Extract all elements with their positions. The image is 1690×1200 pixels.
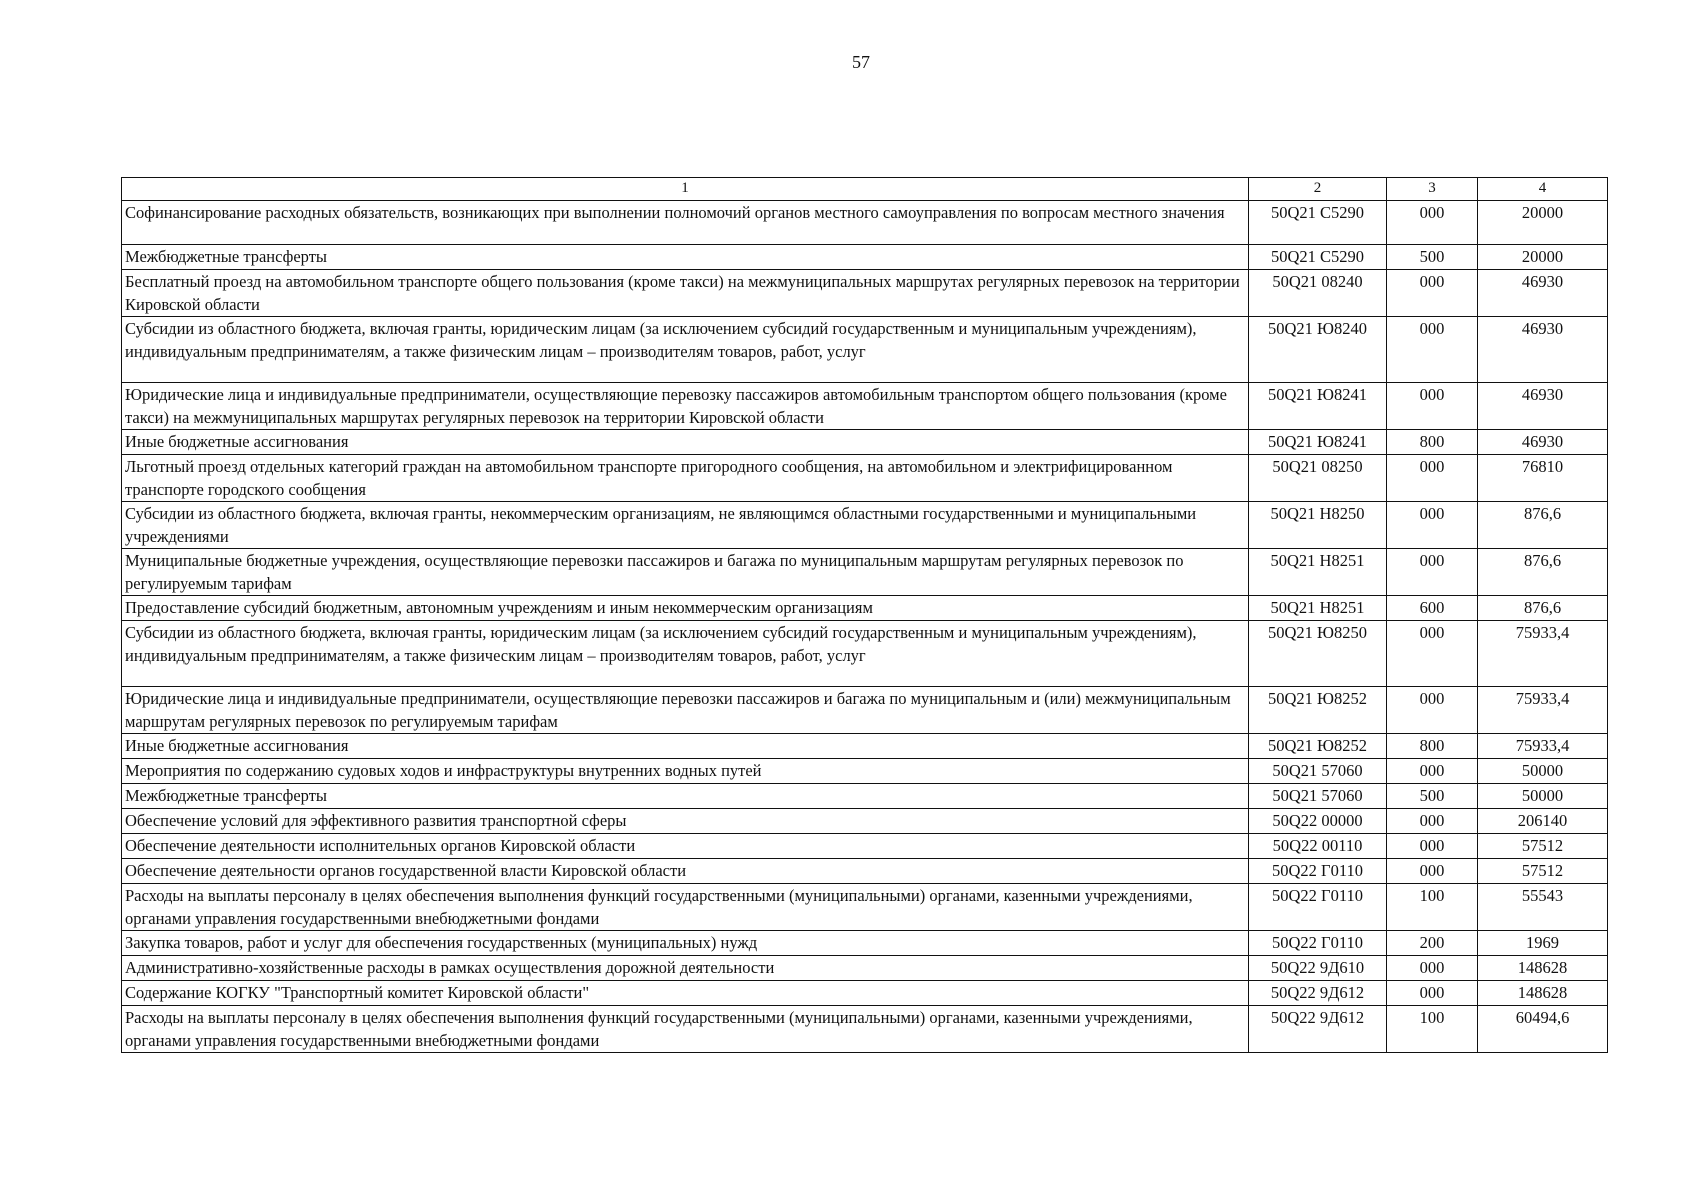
cell-name: Предоставление субсидий бюджетным, автономным учреждениям и иным некоммерческим организациям	[122, 596, 1249, 621]
cell-name: Расходы на выплаты персоналу в целях обеспечения выполнения функций государственными (муниципальными) органами, казенными учреждениями, органами управления государственными внебюджетными фондами	[122, 1006, 1249, 1053]
cell-name: Содержание КОГКУ "Транспортный комитет Кировской области"	[122, 981, 1249, 1006]
table-row	[122, 621, 1608, 687]
table-row	[122, 687, 1608, 734]
cell-amount: 55543	[1478, 884, 1608, 931]
cell-type: 000	[1387, 956, 1478, 981]
cell-amount: 20000	[1478, 245, 1608, 270]
cell-name: Софинансирование расходных обязательств, возникающих при выполнении полномочий органов местного самоуправления по вопросам местного значения	[122, 201, 1249, 245]
cell-type: 000	[1387, 834, 1478, 859]
cell-name: Административно-хозяйственные расходы в рамках осуществления дорожной деятельности	[122, 956, 1249, 981]
cell-amount: 148628	[1478, 956, 1608, 981]
cell-type: 000	[1387, 317, 1478, 383]
cell-code: 50Q21 Н8251	[1249, 596, 1387, 621]
cell-code: 50Q22 00000	[1249, 809, 1387, 834]
cell-code: 50Q22 9Д612	[1249, 981, 1387, 1006]
cell-code: 50Q21 08250	[1249, 455, 1387, 502]
table-row	[122, 1006, 1608, 1053]
cell-type: 000	[1387, 383, 1478, 430]
cell-name: Юридические лица и индивидуальные предприниматели, осуществляющие перевозку пассажиров автомобильным транспортом общего пользования (кроме такси) на межмуниципальных маршрутах регулярных перевозок на территории Кировской области	[122, 383, 1249, 430]
table-row	[122, 455, 1608, 502]
table-row	[122, 859, 1608, 884]
cell-type: 000	[1387, 981, 1478, 1006]
cell-amount: 20000	[1478, 201, 1608, 245]
table-row	[122, 430, 1608, 455]
cell-name: Обеспечение условий для эффективного развития транспортной сферы	[122, 809, 1249, 834]
cell-name: Закупка товаров, работ и услуг для обеспечения государственных (муниципальных) нужд	[122, 931, 1249, 956]
cell-type: 000	[1387, 549, 1478, 596]
cell-code: 50Q21 С5290	[1249, 245, 1387, 270]
cell-code: 50Q21 08240	[1249, 270, 1387, 317]
cell-name: Льготный проезд отдельных категорий граждан на автомобильном транспорте пригородного сообщения, на автомобильном и электрифицированном транспорте городского сообщения	[122, 455, 1249, 502]
cell-amount: 57512	[1478, 834, 1608, 859]
table-row	[122, 201, 1608, 245]
cell-code: 50Q21 С5290	[1249, 201, 1387, 245]
cell-code: 50Q22 9Д610	[1249, 956, 1387, 981]
cell-name: Субсидии из областного бюджета, включая гранты, юридическим лицам (за исключением субсидий государственным и муниципальным учреждениям), индивидуальным предпринимателям, а также физическим лицам – производителям товаров, работ, услуг	[122, 317, 1249, 383]
cell-type: 000	[1387, 859, 1478, 884]
column-header-name: 1	[122, 178, 1249, 201]
budget-table	[121, 177, 1608, 1053]
cell-amount: 148628	[1478, 981, 1608, 1006]
cell-amount: 876,6	[1478, 502, 1608, 549]
cell-amount: 75933,4	[1478, 734, 1608, 759]
cell-amount: 60494,6	[1478, 1006, 1608, 1053]
cell-amount: 75933,4	[1478, 621, 1608, 687]
table-row	[122, 549, 1608, 596]
table-row	[122, 596, 1608, 621]
cell-amount: 46930	[1478, 317, 1608, 383]
cell-type: 500	[1387, 784, 1478, 809]
cell-name: Межбюджетные трансферты	[122, 784, 1249, 809]
cell-amount: 46930	[1478, 383, 1608, 430]
cell-name: Мероприятия по содержанию судовых ходов и инфраструктуры внутренних водных путей	[122, 759, 1249, 784]
table-row	[122, 502, 1608, 549]
cell-code: 50Q22 00110	[1249, 834, 1387, 859]
table-row	[122, 317, 1608, 383]
cell-code: 50Q22 Г0110	[1249, 859, 1387, 884]
cell-type: 000	[1387, 201, 1478, 245]
cell-type: 500	[1387, 245, 1478, 270]
cell-code: 50Q21 Ю8241	[1249, 383, 1387, 430]
cell-amount: 876,6	[1478, 549, 1608, 596]
cell-name: Субсидии из областного бюджета, включая гранты, некоммерческим организациям, не являющимся областными государственными и муниципальными учреждениями	[122, 502, 1249, 549]
cell-type: 000	[1387, 759, 1478, 784]
table-body	[122, 201, 1608, 1053]
table-row	[122, 759, 1608, 784]
cell-amount: 46930	[1478, 430, 1608, 455]
table-row	[122, 956, 1608, 981]
cell-code: 50Q22 Г0110	[1249, 884, 1387, 931]
cell-amount: 1969	[1478, 931, 1608, 956]
cell-code: 50Q21 Ю8240	[1249, 317, 1387, 383]
cell-code: 50Q21 Ю8252	[1249, 687, 1387, 734]
cell-amount: 76810	[1478, 455, 1608, 502]
cell-type: 100	[1387, 884, 1478, 931]
page-number: 57	[852, 52, 870, 72]
table-row	[122, 734, 1608, 759]
table-row	[122, 809, 1608, 834]
cell-code: 50Q21 Н8251	[1249, 549, 1387, 596]
cell-type: 000	[1387, 809, 1478, 834]
cell-name: Юридические лица и индивидуальные предприниматели, осуществляющие перевозки пассажиров и багажа по муниципальным и (или) межмуниципальным маршрутам регулярных перевозок по регулируемым тарифам	[122, 687, 1249, 734]
cell-type: 000	[1387, 270, 1478, 317]
column-header-code: 2	[1249, 178, 1387, 201]
cell-amount: 50000	[1478, 784, 1608, 809]
table-row	[122, 784, 1608, 809]
cell-type: 000	[1387, 687, 1478, 734]
cell-type: 800	[1387, 734, 1478, 759]
cell-code: 50Q22 9Д612	[1249, 1006, 1387, 1053]
cell-name: Муниципальные бюджетные учреждения, осуществляющие перевозки пассажиров и багажа по муниципальным маршрутам регулярных перевозок по регулируемым тарифам	[122, 549, 1249, 596]
table-row	[122, 270, 1608, 317]
table-header-row	[122, 178, 1608, 201]
table-row	[122, 245, 1608, 270]
cell-amount: 57512	[1478, 859, 1608, 884]
table-row	[122, 383, 1608, 430]
cell-type: 200	[1387, 931, 1478, 956]
cell-code: 50Q21 57060	[1249, 759, 1387, 784]
cell-type: 800	[1387, 430, 1478, 455]
cell-amount: 75933,4	[1478, 687, 1608, 734]
table-row	[122, 981, 1608, 1006]
cell-name: Обеспечение деятельности исполнительных органов Кировской области	[122, 834, 1249, 859]
cell-code: 50Q21 57060	[1249, 784, 1387, 809]
cell-amount: 46930	[1478, 270, 1608, 317]
cell-name: Субсидии из областного бюджета, включая гранты, юридическим лицам (за исключением субсидий государственным и муниципальным учреждениям), индивидуальным предпринимателям, а также физическим лицам – производителям товаров, работ, услуг	[122, 621, 1249, 687]
cell-name: Расходы на выплаты персоналу в целях обеспечения выполнения функций государственными (муниципальными) органами, казенными учреждениями, органами управления государственными внебюджетными фондами	[122, 884, 1249, 931]
cell-amount: 876,6	[1478, 596, 1608, 621]
column-header-amount: 4	[1478, 178, 1608, 201]
cell-code: 50Q21 Ю8252	[1249, 734, 1387, 759]
cell-name: Иные бюджетные ассигнования	[122, 734, 1249, 759]
cell-type: 600	[1387, 596, 1478, 621]
cell-type: 100	[1387, 1006, 1478, 1053]
cell-code: 50Q22 Г0110	[1249, 931, 1387, 956]
cell-type: 000	[1387, 502, 1478, 549]
table-row	[122, 884, 1608, 931]
cell-type: 000	[1387, 455, 1478, 502]
table-row	[122, 931, 1608, 956]
cell-amount: 206140	[1478, 809, 1608, 834]
cell-code: 50Q21 Ю8250	[1249, 621, 1387, 687]
cell-code: 50Q21 Ю8241	[1249, 430, 1387, 455]
cell-name: Обеспечение деятельности органов государственной власти Кировской области	[122, 859, 1249, 884]
cell-name: Иные бюджетные ассигнования	[122, 430, 1249, 455]
cell-code: 50Q21 Н8250	[1249, 502, 1387, 549]
cell-name: Межбюджетные трансферты	[122, 245, 1249, 270]
table-row	[122, 834, 1608, 859]
cell-amount: 50000	[1478, 759, 1608, 784]
cell-name: Бесплатный проезд на автомобильном транспорте общего пользования (кроме такси) на межмуниципальных маршрутах регулярных перевозок на территории Кировской области	[122, 270, 1249, 317]
column-header-type: 3	[1387, 178, 1478, 201]
cell-type: 000	[1387, 621, 1478, 687]
